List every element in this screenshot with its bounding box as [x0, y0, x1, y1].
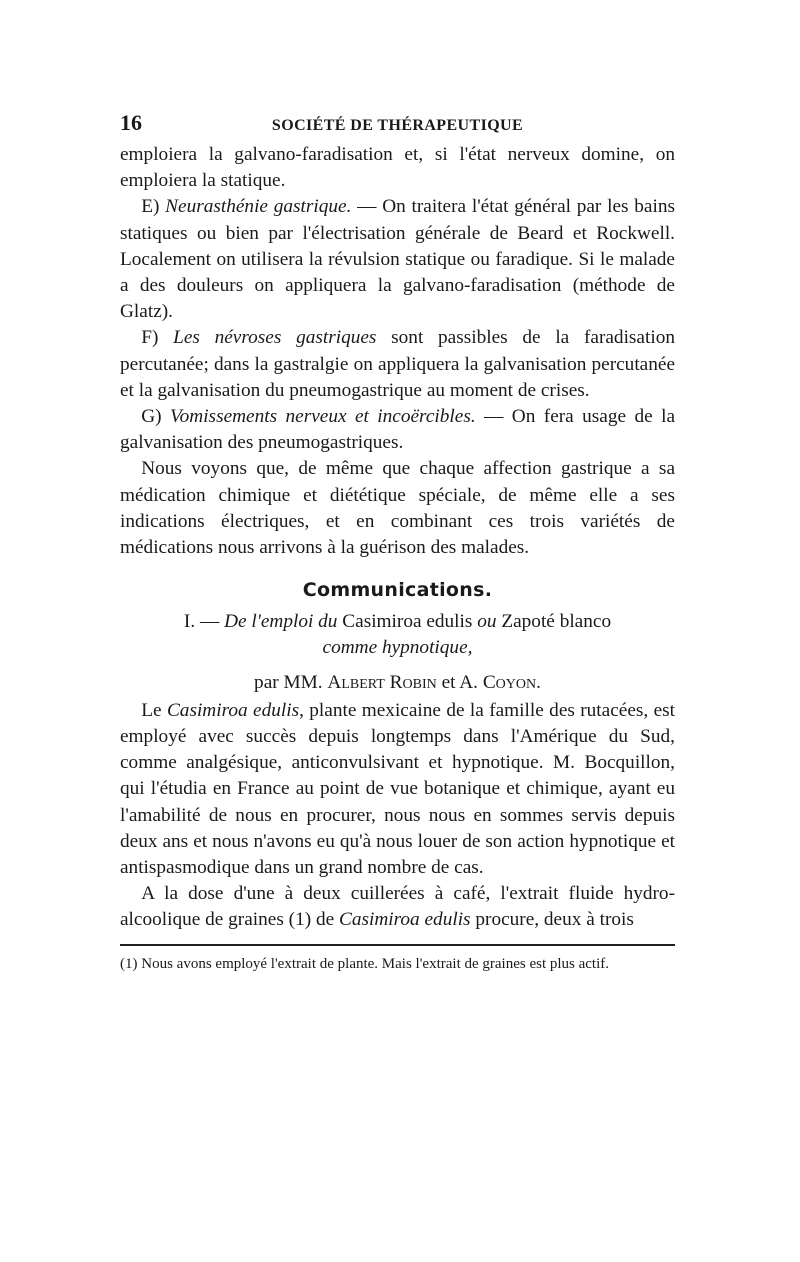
paragraph-vomissements — [120, 404, 675, 456]
paragraph: emploiera la galvano-faradisation et, si l'état nerveux domine, on emploiera la statique. — [120, 144, 675, 192]
item-title: Les névroses gastriques — [173, 327, 377, 349]
author-name: Coyon — [482, 671, 537, 693]
authors-line: par MM. Albert Robin et A. Coyon. — [254, 671, 541, 693]
item-label: F) — [141, 327, 174, 349]
paragraph-conclusion: Nous voyons que, de même que chaque affection gastrique a sa médication chimique et diététique spéciale, de même elle a ses indications électriques, et en combinant ces trois variétés de médications nous arrivons à la guérison des malades. — [120, 458, 675, 559]
page-number: 16 — [120, 110, 142, 135]
communication-text — [120, 698, 675, 934]
footnote-rule — [120, 944, 675, 946]
paragraph-nevroses — [120, 325, 675, 404]
section-heading: Communications. — [302, 579, 493, 602]
book-page — [120, 110, 675, 974]
footnote: (1) Nous avons employé l'extrait de plante. Mais l'extrait de graines est plus actif. — [120, 955, 610, 972]
item-label: E) — [141, 196, 166, 218]
paragraph-casimiroa: Le Casimiroa edulis, plante mexicaine de la famille des rutacées, est employé avec succès depuis longtemps dans l'Amérique du Sud, comme analgésique, anticonvulsivant et hypnotique. M. Bocquillon, qui l'étudia en France au point de vue botanique et chimique, ayant eu l'amabilité de nous en procurer, nous nous en sommes servis depuis deux ans et nous n'avons eu qu'à nous louer de son action hypnotique et antispasmodique dans un grand nombre de cas. — [120, 699, 676, 879]
item-title: Neurasthénie gastrique. — [165, 196, 352, 218]
item-text: — On fera usage de la galvanisation des pneumogastriques. — [120, 406, 676, 454]
item-text: sont passibles de la faradisation percutanée; dans la gastralgie on appliquera la galvanisation percutanée et la galvanisation du pneumogastrique au moment de crises. — [120, 327, 675, 401]
paragraph-neurasthenie — [120, 194, 675, 325]
item-label: G) — [141, 406, 170, 428]
communication-title: I. — De l'emploi du Casimiroa edulis ou Zapoté blanco — [183, 611, 612, 633]
running-title: SOCIÉTÉ DE THÉRAPEUTIQUE — [271, 117, 524, 134]
page-header — [120, 110, 675, 140]
main-text — [120, 142, 675, 561]
paragraph-dose: A la dose d'une à deux cuillerées à café, l'extrait fluide hydro-alcoolique de graines (1) de Casimiroa edulis procure, deux à trois — [120, 883, 675, 931]
item-text: — On traitera l'état général par les bains statiques ou bien par l'électrisation générale de Beard et Rockwell. Localement on utilisera la révulsion statique ou faradique. Si le malade a des douleurs on appliquera la galvano-faradisation (méthode de Glatz). — [120, 196, 675, 323]
item-title: Vomissements nerveux et incoërcibles. — [170, 406, 476, 428]
author-name: Albert Robin — [327, 671, 437, 693]
communication-subtitle: comme hypnotique, — [322, 637, 473, 659]
